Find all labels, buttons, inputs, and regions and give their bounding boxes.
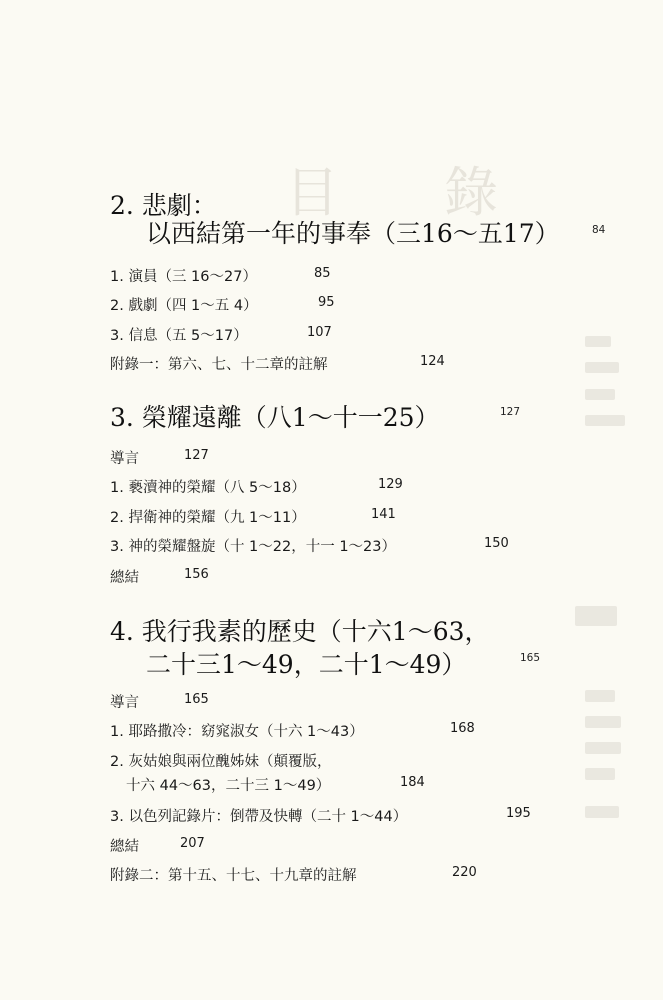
section-heading-continued: 以西結第一年的事奉（三16～五17） (146, 219, 560, 248)
section-page-number: 84 (592, 224, 606, 236)
bleed-through-mark (585, 806, 619, 818)
toc-entry-page: 207 (180, 836, 205, 851)
section-page-number: 165 (520, 652, 541, 664)
toc-entry-page: 220 (452, 865, 477, 880)
section-heading: 4. 我行我素的歷史（十六1～63， (110, 617, 490, 646)
toc-entry-page: 124 (420, 354, 445, 369)
bleed-through-mark (585, 389, 615, 400)
bleed-through-mark (585, 768, 615, 780)
toc-entry-page: 95 (318, 295, 335, 310)
toc-entry: 3. 神的榮耀盤旋（十 1～22，十一 1～23） (110, 539, 397, 555)
toc-entry-page: 165 (184, 692, 209, 707)
toc-entry: 2. 捍衛神的榮耀（九 1～11） (110, 510, 306, 526)
toc-entry: 總結 (110, 570, 139, 586)
section-heading-continued: 二十三1～49，二十1～49） (146, 650, 467, 679)
toc-entry: 2. 戲劇（四 1～五 4） (110, 298, 258, 314)
section-heading: 2. 悲劇： (110, 191, 217, 220)
toc-entry: 1. 演員（三 16～27） (110, 269, 257, 285)
toc-entry-continued: 十六 44～63，二十三 1～49） (126, 778, 331, 794)
section-heading: 3. 榮耀遠離（八1～十一25） (110, 403, 440, 432)
toc-entry: 導言 (110, 695, 139, 711)
toc-entry: 總結 (110, 839, 139, 855)
toc-entry-page: 184 (400, 775, 425, 790)
bleed-through-mark (585, 415, 625, 426)
toc-entry: 3. 信息（五 5～17） (110, 328, 248, 344)
toc-entry: 附錄二：第十五、十七、十九章的註解 (110, 868, 357, 884)
bleed-through-mark (585, 742, 621, 754)
toc-entry: 1. 褻瀆神的榮耀（八 5～18） (110, 480, 306, 496)
bleed-through-mark (585, 716, 621, 728)
bleed-through-mark (585, 362, 619, 373)
toc-entry: 導言 (110, 451, 139, 467)
toc-entry-page: 129 (378, 477, 403, 492)
toc-entry: 附錄一：第六、七、十二章的註解 (110, 357, 328, 373)
section-page-number: 127 (500, 406, 521, 418)
bleed-through-mark (575, 606, 617, 626)
toc-entry-page: 141 (371, 507, 396, 522)
toc-entry-page: 107 (307, 325, 332, 340)
toc-entry-page: 127 (184, 448, 209, 463)
toc-entry-page: 85 (314, 266, 331, 281)
toc-entry-page: 156 (184, 567, 209, 582)
toc-entry-page: 195 (506, 806, 531, 821)
toc-entry: 3. 以色列記錄片：倒帶及快轉（二十 1～44） (110, 809, 408, 825)
toc-entry-page: 150 (484, 536, 509, 551)
toc-entry-page: 168 (450, 721, 475, 736)
bleed-through-mark (585, 336, 611, 347)
toc-entry: 2. 灰姑娘與兩位醜姊妹（顛覆版， (110, 754, 332, 770)
toc-entry: 1. 耶路撒冷：窈窕淑女（十六 1～43） (110, 724, 364, 740)
bleed-through-mark (585, 690, 615, 702)
bleed-through-title: 目 錄 (285, 161, 543, 224)
